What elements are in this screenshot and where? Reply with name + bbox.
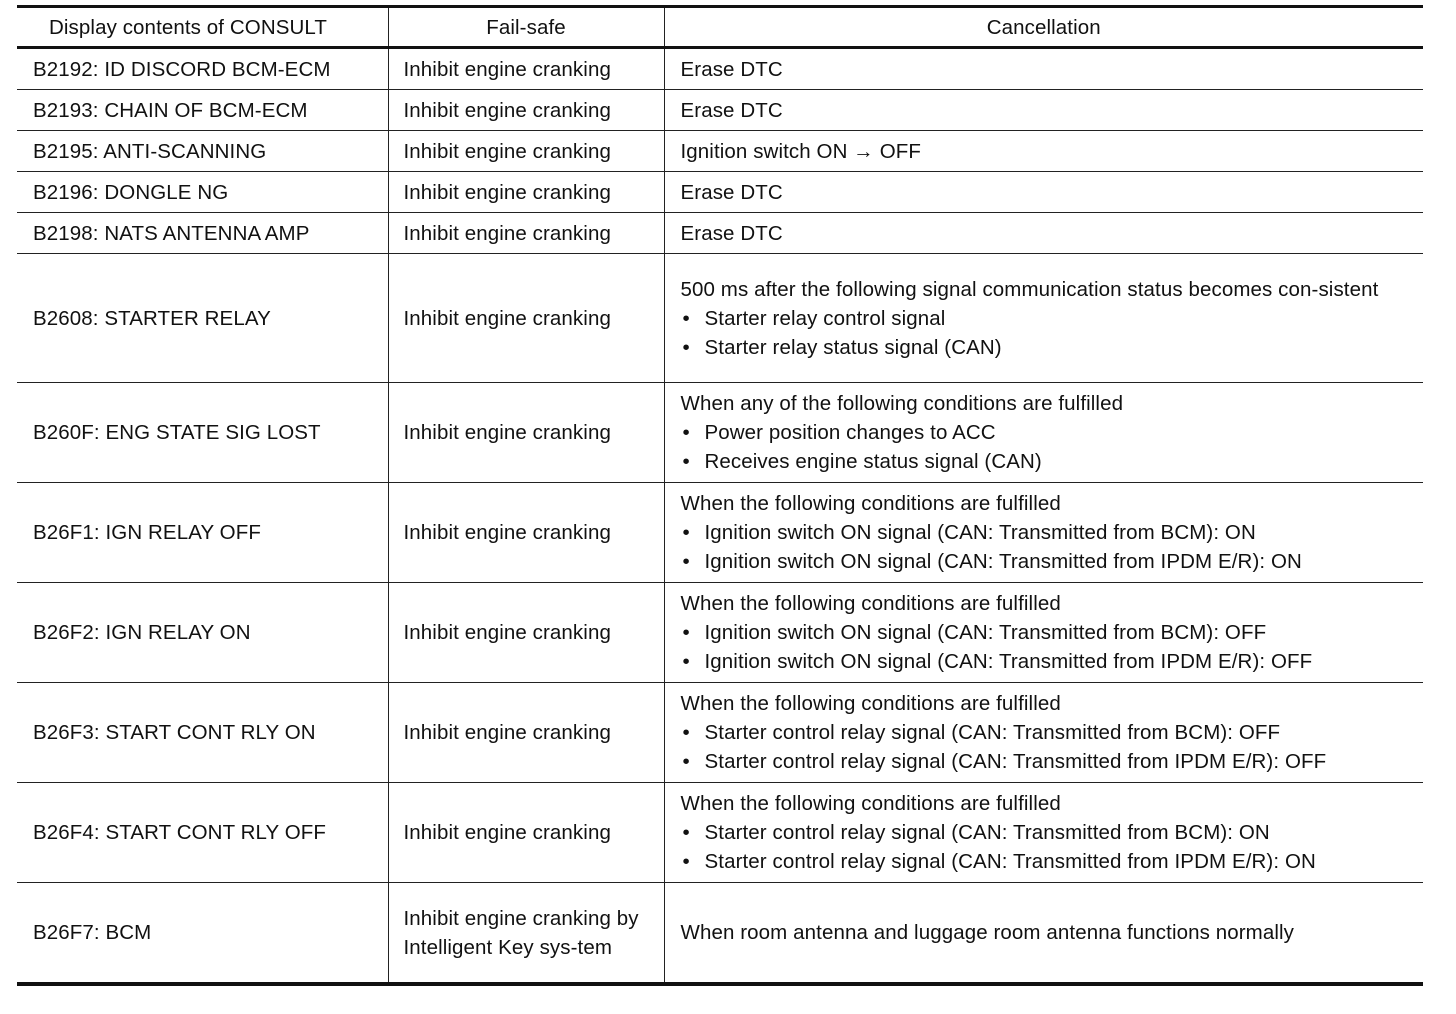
condition-list (681, 618, 1414, 676)
table-row (17, 254, 1423, 383)
list-item: • Starter control relay signal (CAN: Transmitted from BCM): OFF (681, 718, 1414, 747)
table-row (17, 131, 1423, 172)
table-row (17, 883, 1423, 985)
document-page (17, 5, 1423, 986)
failsafe-table (17, 5, 1423, 986)
failsafe-cell: Inhibit engine cranking (388, 172, 664, 213)
condition-list (681, 718, 1414, 776)
list-item: • Starter control relay signal (CAN: Transmitted from IPDM E/R): OFF (681, 747, 1414, 776)
cancellation-cell (664, 883, 1423, 985)
table-row (17, 583, 1423, 683)
list-item: • Ignition switch ON signal (CAN: Transmitted from BCM): ON (681, 518, 1414, 547)
failsafe-cell: Inhibit engine cranking (388, 254, 664, 383)
list-item: • Ignition switch ON signal (CAN: Transmitted from IPDM E/R): OFF (681, 647, 1414, 676)
cancellation-cell (664, 213, 1423, 254)
display-cell: B26F7: BCM (17, 883, 388, 985)
display-cell: B2198: NATS ANTENNA AMP (17, 213, 388, 254)
failsafe-cell: Inhibit engine cranking (388, 483, 664, 583)
list-item: • Ignition switch ON signal (CAN: Transmitted from BCM): OFF (681, 618, 1414, 647)
list-item: • Power position changes to ACC (681, 418, 1414, 447)
cancellation-text: Erase DTC (680, 180, 783, 204)
cancellation-cell (664, 90, 1423, 131)
display-cell: B26F2: IGN RELAY ON (17, 583, 388, 683)
condition-list (681, 518, 1414, 576)
cancellation-text: When any of the following conditions are fulfilled (680, 392, 1124, 415)
cancellation-text: When the following conditions are fulfilled (680, 492, 1061, 515)
cancellation-cell (664, 783, 1423, 883)
condition-list (681, 418, 1414, 476)
display-cell: B260F: ENG STATE SIG LOST (17, 383, 388, 483)
list-item: • Ignition switch ON signal (CAN: Transmitted from IPDM E/R): ON (681, 547, 1414, 576)
table-row (17, 483, 1423, 583)
failsafe-cell: Inhibit engine cranking (388, 90, 664, 131)
list-item: • Receives engine status signal (CAN) (681, 447, 1414, 476)
display-cell: B26F4: START CONT RLY OFF (17, 783, 388, 883)
table-row (17, 783, 1423, 883)
header-row (17, 7, 1423, 48)
failsafe-cell: Inhibit engine cranking (388, 683, 664, 783)
cancellation-text: Erase DTC (680, 98, 783, 122)
header-display-contents: Display contents of CONSULT (17, 7, 388, 48)
cancellation-cell (664, 254, 1423, 383)
cancellation-text: When room antenna and luggage room antenna functions normally (680, 921, 1295, 944)
condition-list (681, 304, 1414, 362)
condition-list (681, 818, 1414, 876)
cancellation-cell (664, 383, 1423, 483)
list-item: • Starter relay status signal (CAN) (681, 333, 1414, 362)
display-cell: B2608: STARTER RELAY (17, 254, 388, 383)
cancellation-text: When the following conditions are fulfilled (680, 692, 1061, 715)
table-row (17, 172, 1423, 213)
list-item: • Starter relay control signal (681, 304, 1414, 333)
cancellation-text: Erase DTC (680, 221, 783, 245)
table-row (17, 383, 1423, 483)
cancellation-cell (664, 131, 1423, 172)
table-row (17, 90, 1423, 131)
table-row (17, 683, 1423, 783)
failsafe-cell: Inhibit engine cranking (388, 131, 664, 172)
display-cell: B2192: ID DISCORD BCM-ECM (17, 48, 388, 90)
table-header (17, 7, 1423, 48)
table-row (17, 213, 1423, 254)
cancellation-text: Erase DTC (680, 57, 783, 81)
cancellation-cell (664, 583, 1423, 683)
display-cell: B26F3: START CONT RLY ON (17, 683, 388, 783)
cancellation-cell (664, 483, 1423, 583)
cancellation-text: Ignition switch ON → OFF (680, 139, 921, 163)
cancellation-cell (664, 683, 1423, 783)
display-cell: B2196: DONGLE NG (17, 172, 388, 213)
table-row (17, 48, 1423, 90)
failsafe-cell: Inhibit engine cranking (388, 383, 664, 483)
display-cell: B2193: CHAIN OF BCM-ECM (17, 90, 388, 131)
failsafe-cell: Inhibit engine cranking by Intelligent Key sys-tem (388, 883, 664, 985)
cancellation-cell (664, 48, 1423, 90)
cancellation-text: 500 ms after the following signal communication status becomes con-sistent (680, 277, 1379, 301)
failsafe-cell: Inhibit engine cranking (388, 48, 664, 90)
failsafe-cell: Inhibit engine cranking (388, 783, 664, 883)
display-cell: B2195: ANTI-SCANNING (17, 131, 388, 172)
cancellation-text: When the following conditions are fulfilled (680, 592, 1061, 615)
list-item: • Starter control relay signal (CAN: Transmitted from IPDM E/R): ON (681, 847, 1414, 876)
cancellation-text: When the following conditions are fulfilled (680, 792, 1061, 815)
failsafe-cell: Inhibit engine cranking (388, 213, 664, 254)
failsafe-cell: Inhibit engine cranking (388, 583, 664, 683)
header-cancellation: Cancellation (664, 7, 1423, 48)
display-cell: B26F1: IGN RELAY OFF (17, 483, 388, 583)
table-body (17, 48, 1423, 985)
list-item: • Starter control relay signal (CAN: Transmitted from BCM): ON (681, 818, 1414, 847)
header-fail-safe: Fail-safe (388, 7, 664, 48)
cancellation-cell (664, 172, 1423, 213)
